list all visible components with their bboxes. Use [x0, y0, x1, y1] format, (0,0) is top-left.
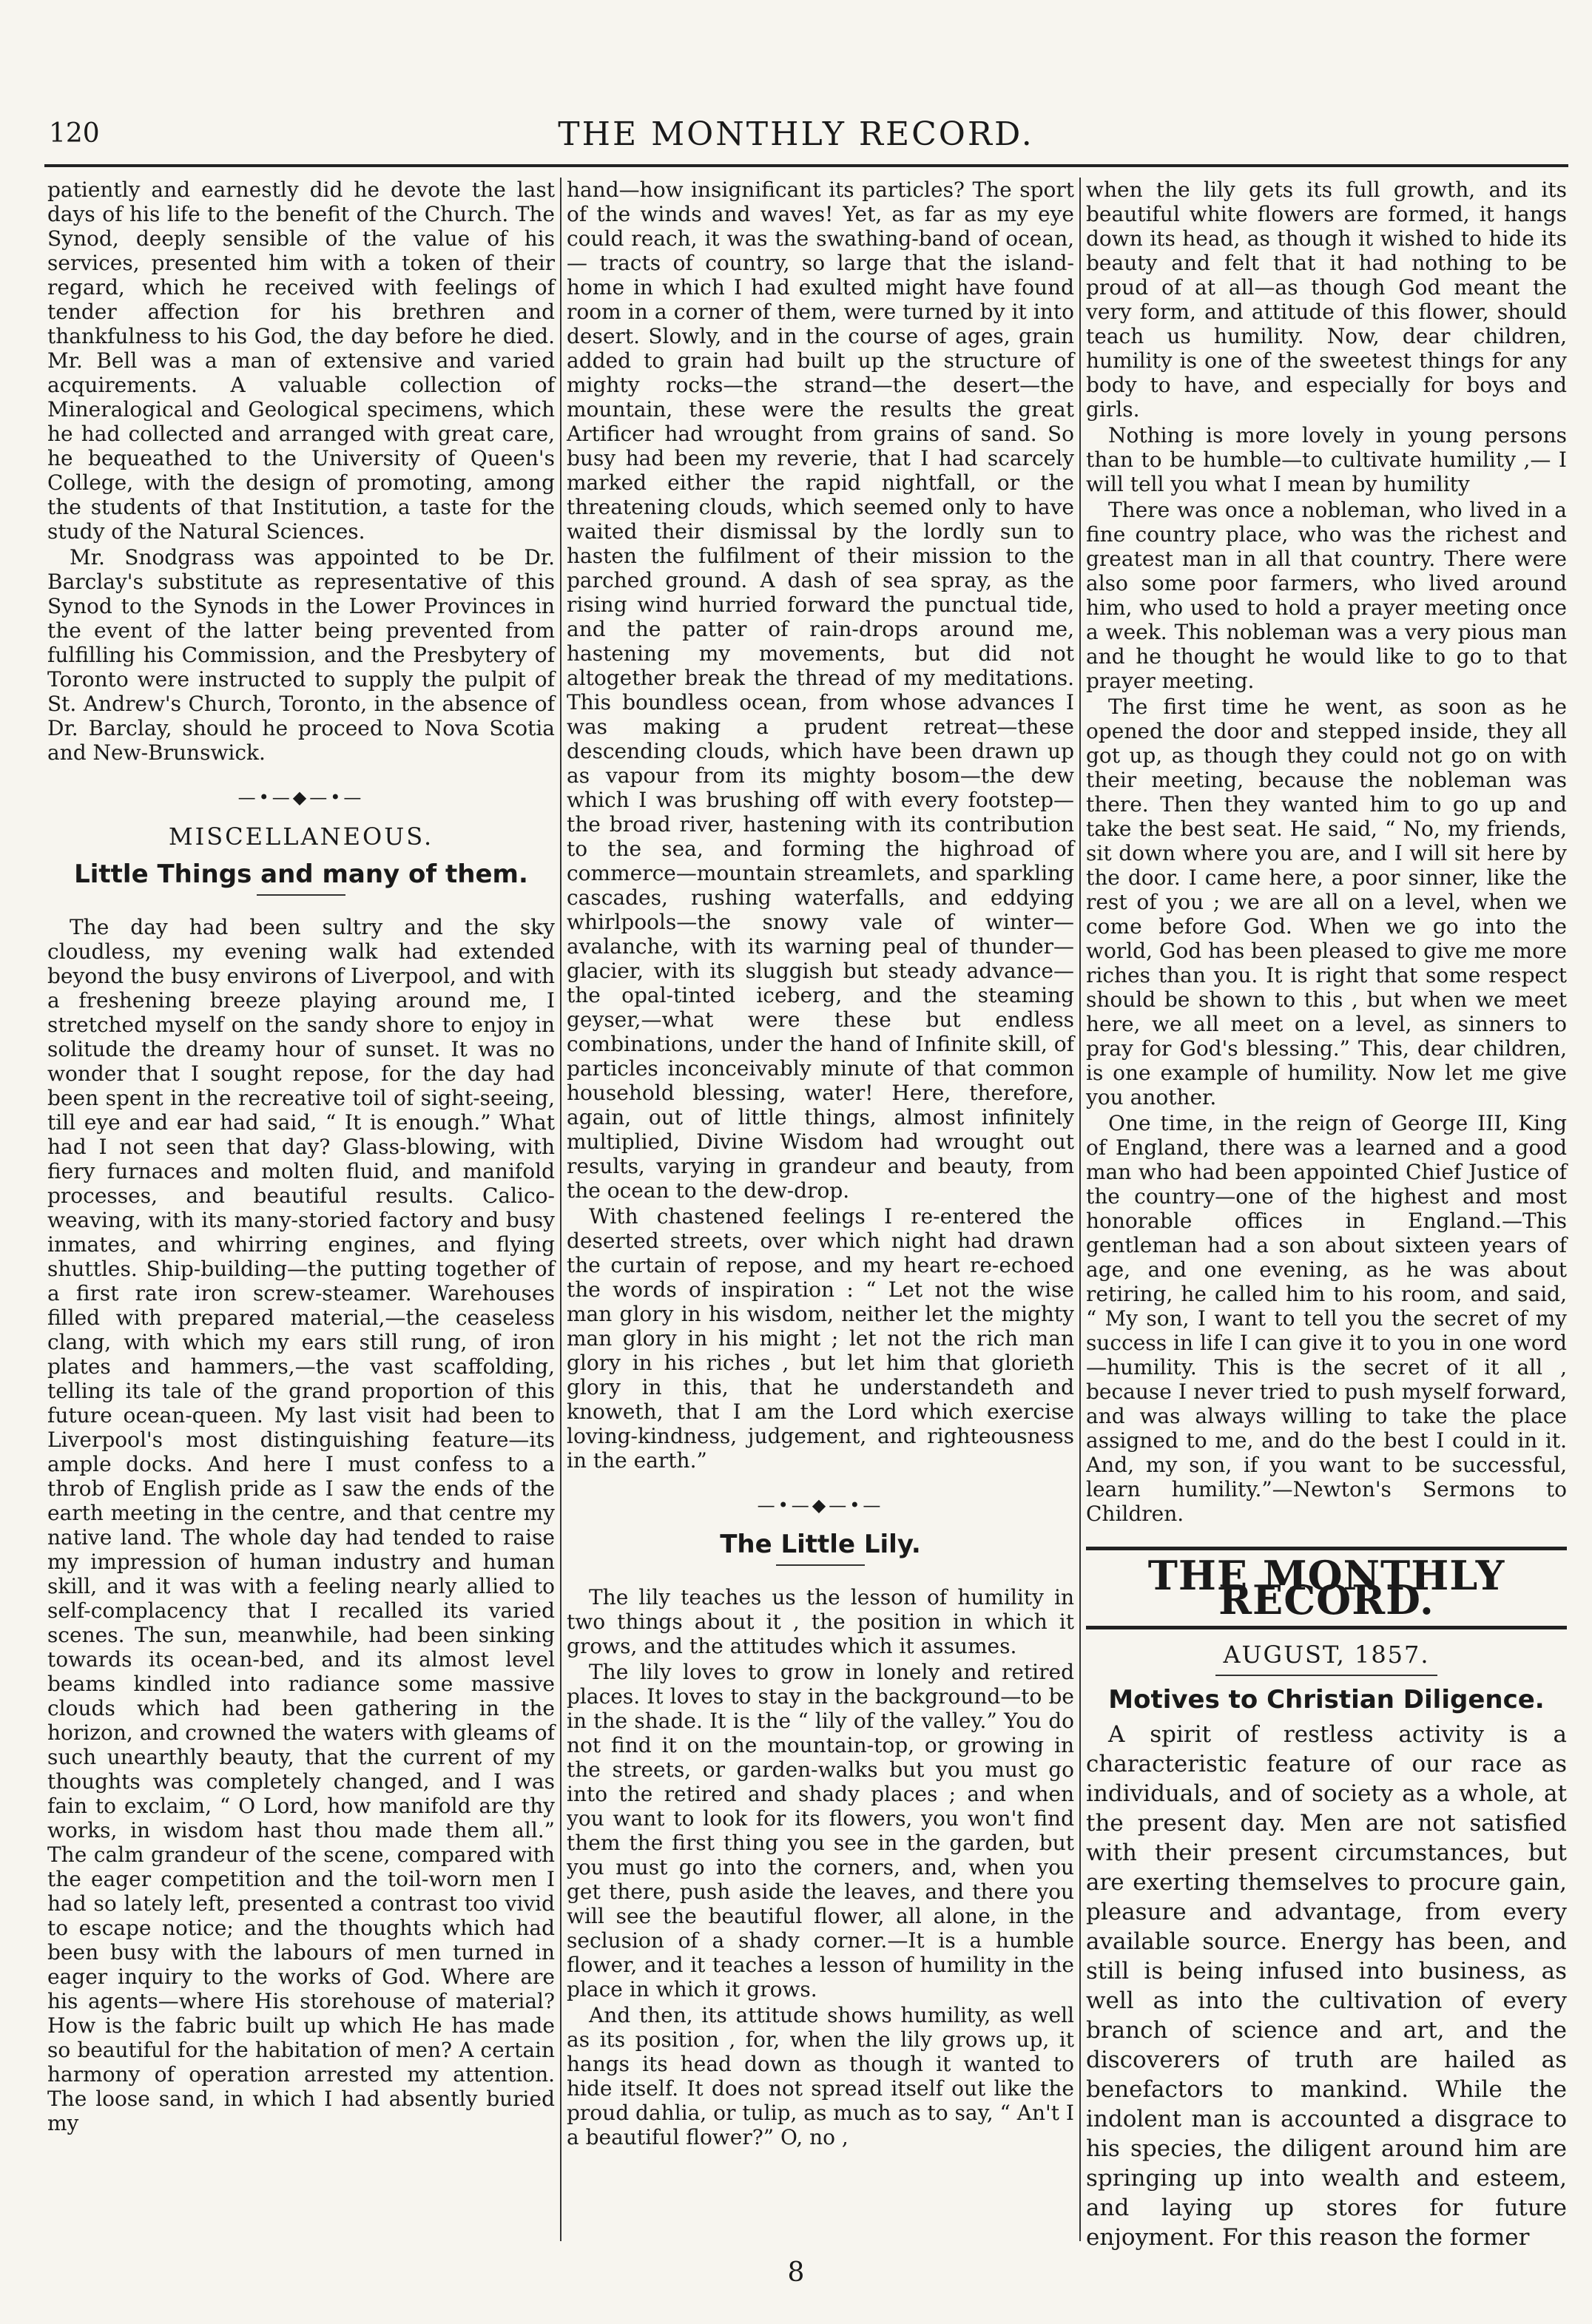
page-number: 120	[49, 118, 100, 149]
signature-mark: 8	[787, 2257, 805, 2288]
issue-date: AUGUST, 1857.	[1223, 1641, 1430, 1669]
running-head: THE MONTHLY RECORD.	[558, 115, 1034, 153]
date-rule	[1215, 1675, 1437, 1676]
paragraph: Nothing is more lovely in young persons than to be humble—to cultivate humility ,— I will tell you what I mean by humility	[1086, 423, 1567, 496]
column-1	[47, 178, 555, 2235]
title-rule	[776, 1564, 865, 1566]
column-divider-1	[560, 178, 561, 2241]
section-heading: MISCELLANEOUS.	[168, 822, 434, 851]
paragraph: The day had been sultry and the sky cloudless, my evening walk had extended beyond the busy environs of Liverpool, and with a freshening breeze playing around me, I stretched myself on the sandy shore to enjoy in solitude the dreamy hour of sunset. It was no wonder that I sought repose, for the day had been spent in the recreative toil of sight-seeing, till eye and ear had said, “ It is enough.” What had I not seen that day? Glass-blowing, with fiery furnaces and molten fluid, and manifold processes, and beautiful results. Calico-weaving, with its many-storied factory and busy inmates, and whirring engines, and flying shuttles. Ship-building—the putting together of a first rate iron screw-steamer. Warehouses filled with prepared material,—the ceaseless clang, with which my ears still rung, of iron plates and hammers,—the vast scaffolding, telling its tale of the grand proportion of this future ocean-queen. My last visit had been to Liverpool's most distinguishing feature—its ample docks. And here I must confess to a throb of English pride as I saw the ends of the earth meeting in the centre, and that centre my native land. The whole day had tended to raise my impression of human industry and human skill, and it was with a feeling nearly allied to self-complacency that I recalled its varied scenes. The sun, meanwhile, had been sinking towards its ocean-bed, and its almost level beams kindled into radiance some massive clouds which had been gathering in the horizon, and crowned the waters with gleams of such unearthly beauty, that the current of my thoughts was completely changed, and I was fain to exclaim, “ O Lord, how manifold are thy works, in wisdom hast thou made them all.” The calm grandeur of the scene, compared with the eager competition and the toil-worn men I had so lately left, presented a contrast too vivid to escape notice; and the thoughts which had been busy with the labours of men turned in eager inquiry to the works of God. Where are his agents—where His storehouse of material? How is the fabric built up which He has made so beautiful for the habitation of men? A certain harmony of operation arrested my attention. The loose sand, in which I had absently buried my	[47, 915, 555, 2135]
paragraph: when the lily gets its full growth, and its beautiful white flowers are formed, it hangs down its head, as though it wished to hide its beauty and felt that it had nothing to be proud of at all—as though God meant the very form, and attitude of this flower, should teach us humility. Now, dear children, humility is one of the sweetest things for any body to have, and especially for boys and girls.	[1086, 178, 1567, 422]
paragraph: The lily teaches us the lesson of humility in two things about it , the position in which it grows, and the attitudes which it assumes.	[567, 1585, 1074, 1658]
section-separator: —•—◆—•—	[757, 1495, 884, 1516]
paragraph: hand—how insignificant its particles? The sport of the winds and waves! Yet, as far as my eye could reach, it was the swathing-band of ocean,— tracts of country, so large that the island-home in which I had exulted might have found room in a corner of them, were turned by it into desert. Slowly, and in the course of ages, grain added to grain had built up the structure of mighty rocks—the strand—the desert—the mountain, these were the results the great Artificer had wrought from grains of sand. So busy had been my reverie, that I had scarcely marked either the rapid nightfall, or the threatening clouds, which seemed only to have waited their dismissal by the lordly sun to hasten the fulfilment of their mission to the parched ground. A dash of sea spray, as the rising wind hurried forward the punctual tide, and the patter of rain-drops around me, hastening my movements, but did not altogether break the thread of my meditations. This boundless ocean, from whose advances I was making a prudent retreat—these descending clouds, which have been drawn up as vapour from its mighty bosom—the dew which I was brushing off with every footstep—the broad river, hastening with its contribution to the sea, and forming the highroad of commerce—mountain streamlets, and sparkling cascades, rushing waterfalls, and eddying whirlpools—the snowy vale of winter—avalanche, with its warning peal of thunder—glacier, with its sluggish but steady advance—the opal-tinted iceberg, and the steaming geyser,—what were these but endless combinations, under the hand of Infinite skill, of particles inconceivably minute of that common household blessing, water! Here, therefore, again, out of little things, almost infinitely multiplied, Divine Wisdom had wrought out results, varying in grandeur and beauty, from the ocean to the dew-drop.	[567, 178, 1074, 1203]
title-rule	[257, 894, 345, 896]
editorial-title: Motives to Christian Diligence.	[1108, 1685, 1545, 1715]
paragraph: patiently and earnestly did he devote the last days of his life to the benefit of the Church. The Synod, deeply sensible of the value of his services, presented him with a token of their regard, which he received with feelings of tender affection for his brethren and thankfulness to his God, the day before he died. Mr. Bell was a man of extensive and varied acquirements. A valuable collection of Mineralogical and Geological specimens, which he had collected and arranged with great care, he bequeathed to the University of Queen's College, with the design of promoting, among the students of that Institution, a taste for the study of the Natural Sciences.	[47, 178, 555, 544]
header-rule	[44, 164, 1568, 167]
section-separator: —•—◆—•—	[237, 787, 365, 808]
paragraph: One time, in the reign of George III, King of England, there was a learned and a good man who had been appointed Chief Justice of the country—one of the highest and most honorable offices in England.—This gentleman had a son about sixteen years of age, and one evening, as he was about retiring, he called him to his room, and said, “ My son, I want to tell you the secret of my success in life I can give it to you in one word—humility. This is the secret of it all , because I never tried to push myself forward, and was always willing to take the place assigned to me, and do the best I could in it. And, my son, if you want to be successful, learn humility.”—Newton's Sermons to Children.	[1086, 1111, 1567, 1526]
column-2	[567, 178, 1074, 2235]
column-3	[1086, 178, 1567, 2251]
paragraph: Mr. Snodgrass was appointed to be Dr. Barclay's substitute as representative of this Synod to the Synods in the Lower Provinces in the event of the latter being prevented from fulfilling his Commission, and the Presbytery of Toronto were instructed to supply the pulpit of St. Andrew's Church, Toronto, in the absence of Dr. Barclay, should he proceed to Nova Scotia and New-Brunswick.	[47, 545, 555, 765]
column-divider-2	[1079, 178, 1081, 2241]
paragraph: With chastened feelings I re-entered the deserted streets, over which night had drawn the curtain of repose, and my heart re-echoed the words of inspiration : “ Let not the wise man glory in his wisdom, neither let the mighty man glory in his might ; let not the rich man glory in his riches , but let him that glorieth glory in this, that he understandeth and knoweth, that I am the Lord which exercise loving-kindness, judgement, and righteousness in the earth.”	[567, 1204, 1074, 1473]
paragraph: A spirit of restless activity is a characteristic feature of our race as individuals, and of society as a whole, at the present day. Men are not satisfied with their present circumstances, but are exerting themselves to procure gain, pleasure and advantage, from every available source. Energy has been, and still is being infused into business, as well as into the cultivation of every branch of science and art, and the discoverers of truth are hailed as benefactors to mankind. While the indolent man is accounted a disgrace to his species, the diligent around him are springing up into wealth and esteem, and laying up stores for future enjoyment. For this reason the former	[1086, 1721, 1567, 2251]
paragraph: And then, its attitude shows humility, as well as its position , for, when the lily grows up, it hangs its head down as though it wanted to hide itself. It does not spread itself out like the proud dahlia, or tulip, as much as to say, “ An't I a beautiful flower?” O, no ,	[567, 2003, 1074, 2149]
masthead: THE MONTHLY RECORD.	[1086, 1547, 1567, 1629]
article-title: The Little Lily.	[720, 1530, 921, 1559]
paragraph: The lily loves to grow in lonely and retired places. It loves to stay in the background—to be in the shade. It is the “ lily of the valley.” You do not find it on the mountain-top, or growing in the streets, or garden-walks but you must go into the retired and shady places ; and when you want to look for its flowers, you won't find them the first thing you see in the garden, but you must go into the corners, and, when you get there, push aside the leaves, and there you will see the beautiful flower, all alone, in the seclusion of a shady corner.—It is a humble flower, and it teaches a lesson of humility in the place in which it grows.	[567, 1660, 1074, 2002]
paragraph: The first time he went, as soon as he opened the door and stepped inside, they all got up, as though they could not go on with their meeting, because the nobleman was there. Then they wanted him to go up and take the best seat. He said, “ No, my friends, sit down where you are, and I will sit here by the door. I came here, a poor sinner, like the rest of you ; we are all on a level, when we come before God. When we go into the world, God has been pleased to give me more riches than you. It is right that some respect should be shown to this , but when we meet here, we all meet on a level, as sinners to pray for God's blessing.” This, dear children, is one example of humility. Now let me give you another.	[1086, 695, 1567, 1109]
article-title: Little Things and many of them.	[74, 859, 528, 889]
paragraph: There was once a nobleman, who lived in a fine country place, who was the richest and greatest man in all that country. There were also some poor farmers, who lived around him, who used to hold a prayer meeting once a week. This nobleman was a very pious man and he thought he would like to go to that prayer meeting.	[1086, 498, 1567, 693]
